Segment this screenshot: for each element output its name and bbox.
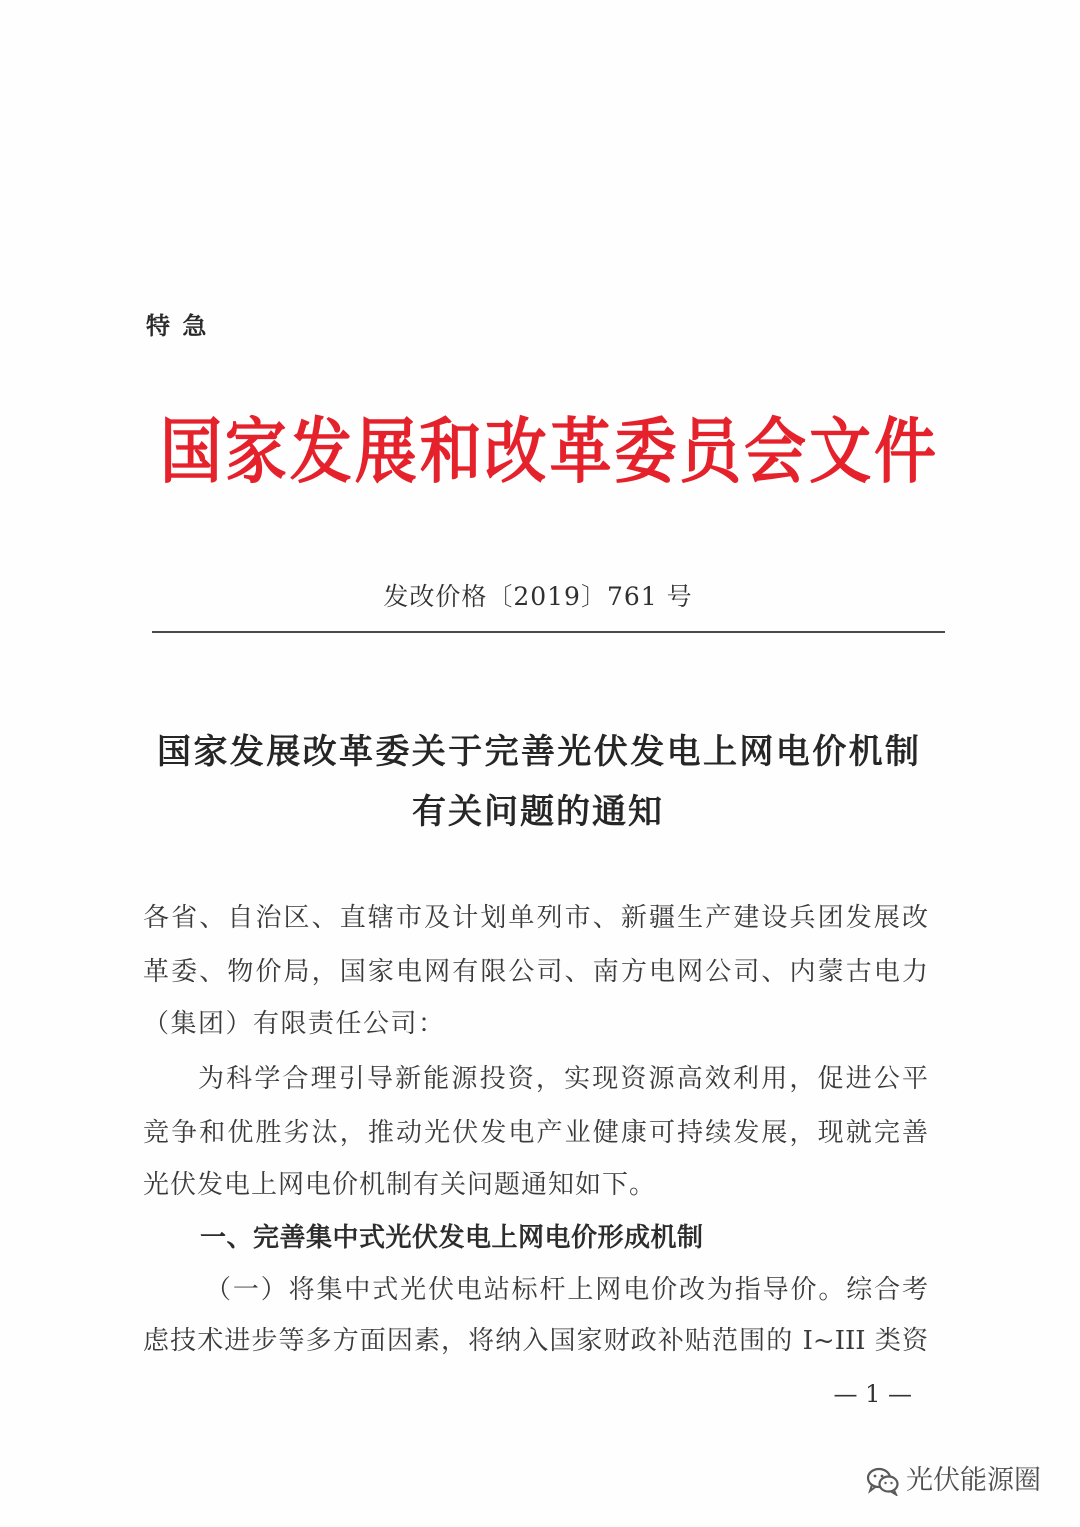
wechat-icon (866, 1466, 900, 1496)
section-paragraph-line-2: 虑技术进步等多方面因素，将纳入国家财政补贴范围的 I~III 类资 (143, 1326, 928, 1356)
section-paragraph-line-1: （一）将集中式光伏电站标杆上网电价改为指导价。综合考 (205, 1275, 928, 1305)
page-number: — 1 — (833, 1380, 912, 1408)
addressee-line-2: 革委、物价局，国家电网有限公司、南方电网公司、内蒙古电力 (143, 957, 928, 987)
document-title-line-2: 有关问题的通知 (412, 792, 664, 832)
watermark-text: 光伏能源圈 (906, 1465, 1041, 1496)
document-number: 发改价格〔2019〕761 号 (383, 582, 693, 611)
issuer-red-header: 国家发展和改革委员会文件 (160, 409, 936, 494)
section-heading: 一、完善集中式光伏发电上网电价形成机制 (200, 1223, 704, 1253)
addressee-line-3: （集团）有限责任公司： (143, 1009, 446, 1039)
addressee-line-1: 各省、自治区、直辖市及计划单列市、新疆生产建设兵团发展改 (143, 903, 928, 933)
document-title-line-1: 国家发展改革委关于完善光伏发电上网电价机制 (157, 732, 919, 772)
intro-paragraph-line-3: 光伏发电上网电价机制有关问题通知如下。 (143, 1170, 657, 1200)
watermark (866, 1462, 1041, 1500)
urgency-label: 特 急 (146, 311, 209, 340)
intro-paragraph-line-1: 为科学合理引导新能源投资，实现资源高效利用，促进公平 (198, 1064, 928, 1094)
intro-paragraph-line-2: 竞争和优胜劣汰，推动光伏发电产业健康可持续发展，现就完善 (143, 1118, 928, 1148)
header-divider (152, 631, 945, 633)
